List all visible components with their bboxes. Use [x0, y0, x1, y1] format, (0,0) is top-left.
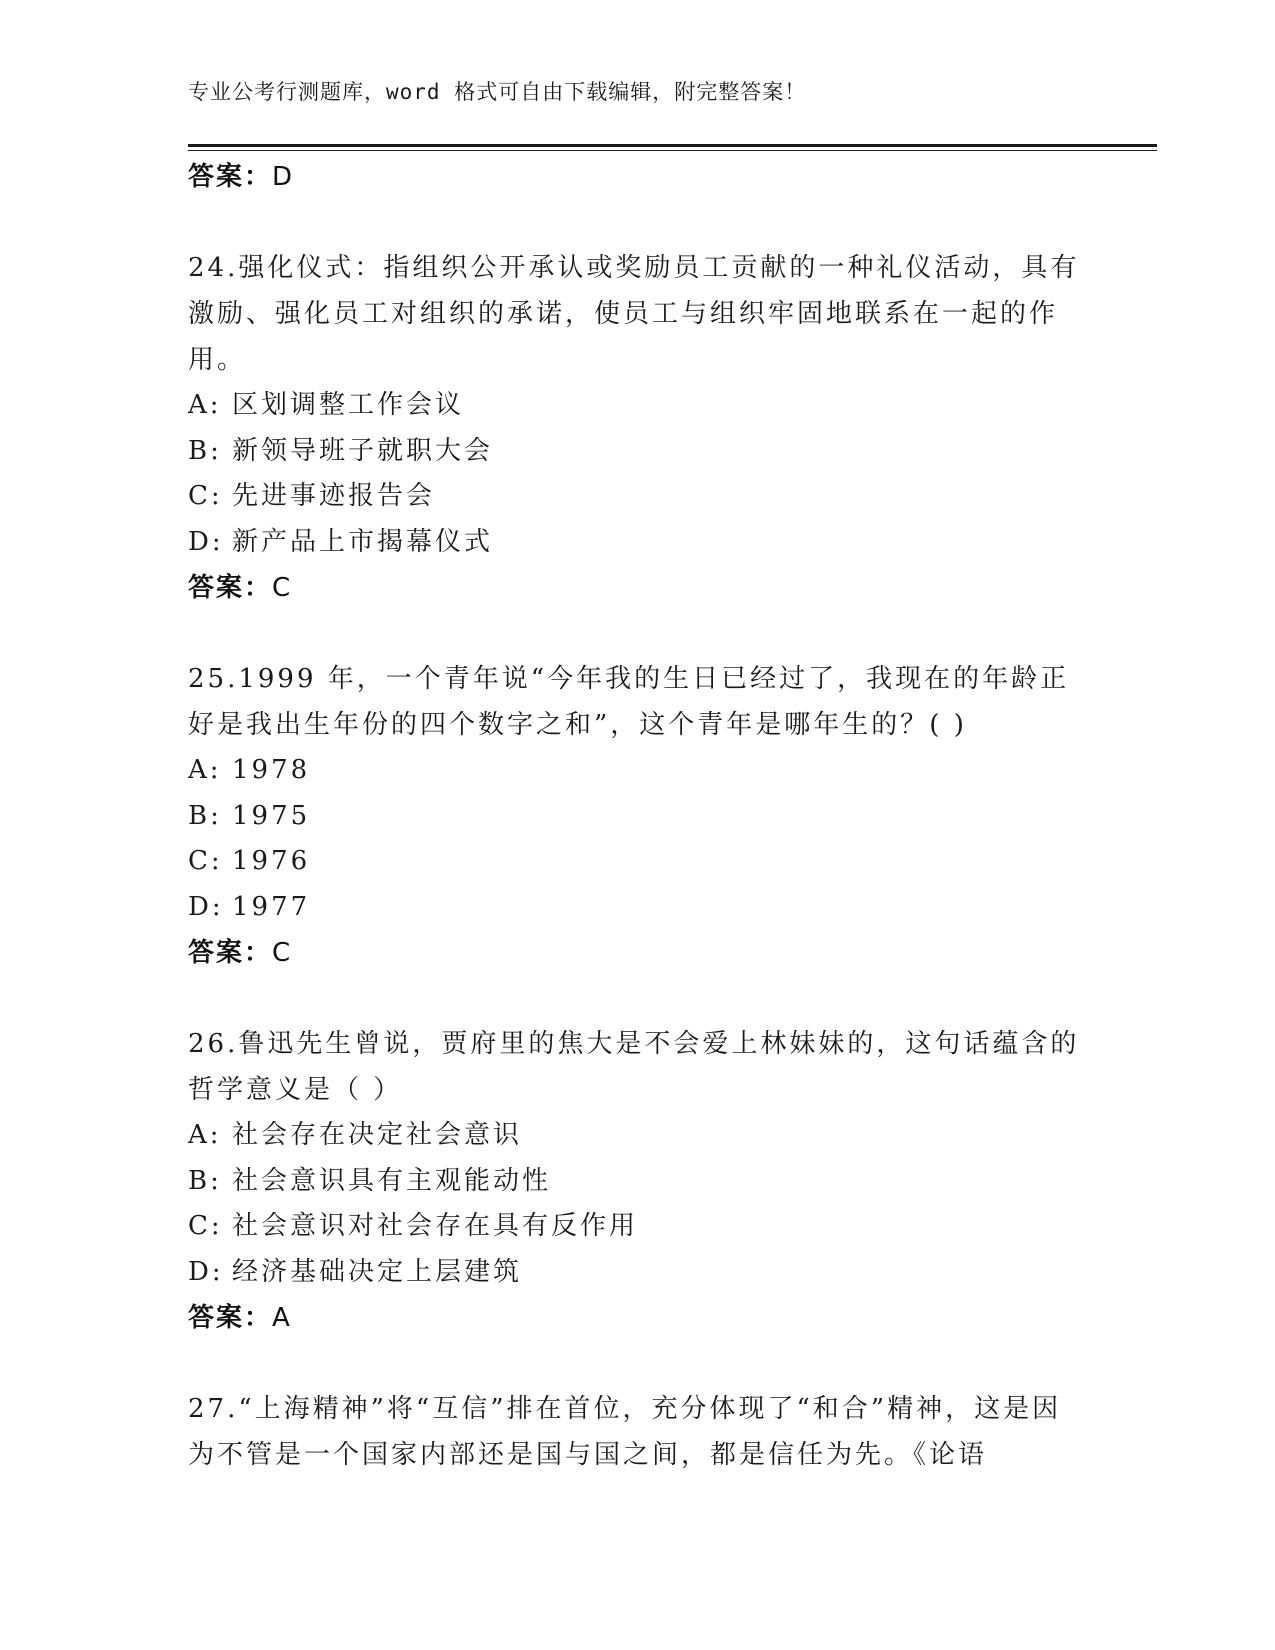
option-text: 1977 — [232, 891, 311, 922]
option-letter: A: — [188, 1120, 222, 1150]
option-text: 经济基础决定上层建筑 — [232, 1256, 523, 1287]
answer-value: A — [272, 1303, 292, 1333]
answer-value: C — [272, 938, 293, 968]
question-24 — [188, 245, 1088, 611]
option-a — [188, 748, 1088, 794]
option-b — [188, 794, 1088, 840]
option-text: 1975 — [232, 800, 311, 831]
option-a — [188, 383, 1088, 429]
answer-line — [188, 1295, 1088, 1341]
spacer — [188, 976, 1088, 1021]
question-26 — [188, 1021, 1088, 1341]
question-stem: 25.1999 年，一个青年说“今年我的生日已经过了，我现在的年龄正好是我出生年份的四个数字之和”，这个青年是哪年生的？( ) — [188, 664, 1070, 740]
option-letter: D: — [188, 526, 224, 557]
option-text: 先进事迹报告会 — [232, 481, 436, 511]
answer-label: 答案： — [188, 162, 273, 192]
option-d — [188, 1250, 1088, 1296]
header-divider-thin — [188, 150, 1157, 151]
question-stem: 27.“上海精神”将“互信”排在首位，充分体现了“和合”精神，这是因为不管是一个国家内部还是国与国之间，都是信任为先。《论语 — [188, 1394, 1062, 1470]
option-c — [188, 1204, 1088, 1250]
answer-label: 答案： — [188, 573, 273, 603]
spacer — [188, 1341, 1088, 1386]
option-text: 1978 — [232, 755, 311, 785]
option-letter: D: — [188, 891, 224, 922]
option-b — [188, 429, 1088, 475]
option-letter: B: — [188, 1165, 222, 1196]
spacer — [188, 200, 1088, 245]
option-text: 社会意识具有主观能动性 — [232, 1165, 552, 1196]
option-letter: A: — [188, 390, 222, 420]
option-letter: C: — [188, 1211, 223, 1241]
page-header-text: 专业公考行测题库，word 格式可自由下载编辑，附完整答案！ — [188, 80, 807, 104]
question-stem: 24.强化仪式：指组织公开承认或奖励员工贡献的一种礼仪活动，具有激励、强化员工对组织的承诺，使员工与组织牢固地联系在一起的作用。 — [188, 253, 1080, 375]
option-letter: B: — [188, 800, 222, 831]
question-27 — [188, 1386, 1088, 1478]
option-text: 新领导班子就职大会 — [232, 435, 494, 466]
answer-label: 答案： — [188, 1303, 273, 1333]
answer-label: 答案： — [188, 938, 273, 968]
document-body — [188, 154, 1088, 1478]
option-text: 社会意识对社会存在具有反作用 — [232, 1211, 639, 1241]
answer-value: D — [272, 162, 295, 192]
answer-line — [188, 565, 1088, 611]
answer-line-prev — [188, 154, 1088, 200]
option-letter: C: — [188, 846, 223, 876]
option-b — [188, 1159, 1088, 1205]
answer-value: C — [272, 573, 293, 603]
option-letter: C: — [188, 481, 223, 511]
option-letter: B: — [188, 435, 222, 466]
option-letter: A: — [188, 755, 222, 785]
answer-line — [188, 930, 1088, 976]
spacer — [188, 611, 1088, 656]
option-text: 新产品上市揭幕仪式 — [232, 526, 494, 557]
question-25 — [188, 656, 1088, 976]
option-c — [188, 474, 1088, 520]
option-letter: D: — [188, 1256, 224, 1287]
option-text: 1976 — [232, 846, 311, 876]
option-text: 区划调整工作会议 — [232, 390, 465, 420]
question-stem: 26.鲁迅先生曾说，贾府里的焦大是不会爱上林妹妹的，这句话蕴含的哲学意义是（ ） — [188, 1029, 1080, 1105]
option-a — [188, 1113, 1088, 1159]
option-d — [188, 520, 1088, 566]
header-divider-thick — [188, 144, 1157, 147]
option-text: 社会存在决定社会意识 — [232, 1120, 523, 1150]
option-c — [188, 839, 1088, 885]
option-d — [188, 885, 1088, 931]
